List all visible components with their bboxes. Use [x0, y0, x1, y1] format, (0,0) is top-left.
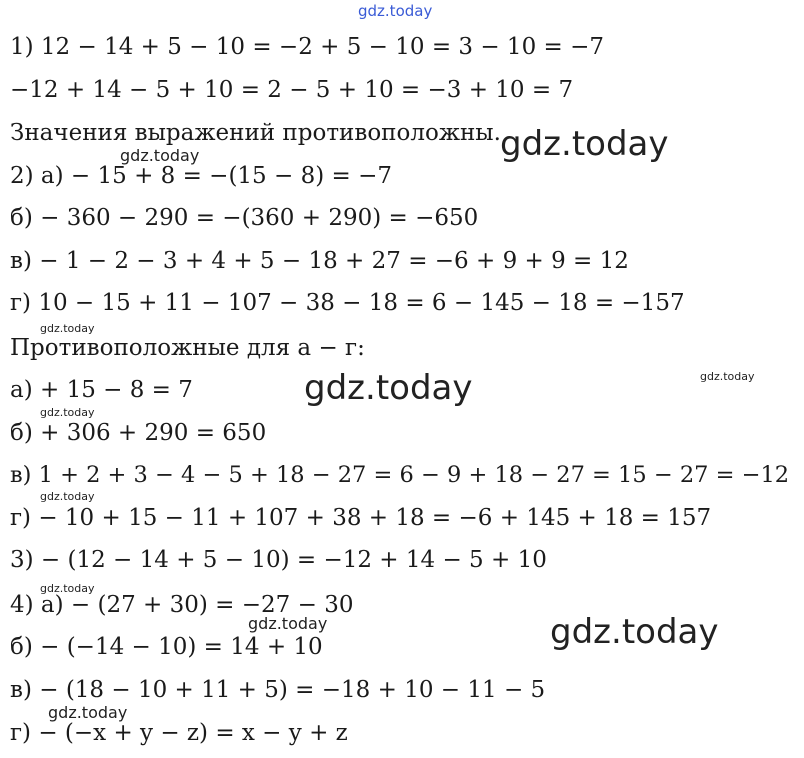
watermark-tiny-1: gdz.today — [40, 322, 95, 335]
watermark-top: gdz.today — [358, 2, 433, 20]
watermark-tiny-2: gdz.today — [700, 370, 755, 383]
line-5: б) − 360 − 290 = −(360 + 290) = −650 — [10, 205, 479, 231]
line-14: 4) а) − (27 + 30) = −27 − 30 — [10, 592, 354, 618]
watermark-small-3: gdz.today — [48, 703, 128, 722]
watermark-tiny-3: gdz.today — [40, 406, 95, 419]
line-4: 2) а) − 15 + 8 = −(15 − 8) = −7 — [10, 163, 392, 189]
line-12: г) − 10 + 15 − 11 + 107 + 38 + 18 = −6 + 145 + 18 = 157 — [10, 505, 712, 531]
watermark-big-2: gdz.today — [304, 368, 473, 408]
watermark-tiny-5: gdz.today — [40, 582, 95, 595]
line-2: −12 + 14 − 5 + 10 = 2 − 5 + 10 = −3 + 10 = 7 — [10, 77, 574, 103]
line-17: г) − (−x + y − z) = x − y + z — [10, 720, 348, 746]
line-11: в) 1 + 2 + 3 − 4 − 5 + 18 − 27 = 6 − 9 + 18 − 27 = 15 − 27 = −12 — [10, 462, 790, 488]
line-15: б) − (−14 − 10) = 14 + 10 — [10, 634, 323, 660]
line-16: в) − (18 − 10 + 11 + 5) = −18 + 10 − 11 − 5 — [10, 677, 546, 703]
line-7: г) 10 − 15 + 11 − 107 − 38 − 18 = 6 − 145 − 18 = −157 — [10, 290, 685, 316]
line-1: 1) 12 − 14 + 5 − 10 = −2 + 5 − 10 = 3 − 10 = −7 — [10, 34, 605, 60]
line-10: б) + 306 + 290 = 650 — [10, 420, 267, 446]
line-3: Значения выражений противоположны. — [10, 120, 501, 146]
line-8: Противоположные для а − г: — [10, 335, 365, 361]
watermark-big-1: gdz.today — [500, 124, 669, 164]
watermark-tiny-4: gdz.today — [40, 490, 95, 503]
watermark-big-3: gdz.today — [550, 612, 719, 652]
line-13: 3) − (12 − 14 + 5 − 10) = −12 + 14 − 5 + 10 — [10, 547, 547, 573]
line-6: в) − 1 − 2 − 3 + 4 + 5 − 18 + 27 = −6 + 9 + 9 = 12 — [10, 248, 629, 274]
watermark-small-1: gdz.today — [120, 146, 200, 165]
watermark-small-2: gdz.today — [248, 614, 328, 633]
line-9: а) + 15 − 8 = 7 — [10, 377, 193, 403]
